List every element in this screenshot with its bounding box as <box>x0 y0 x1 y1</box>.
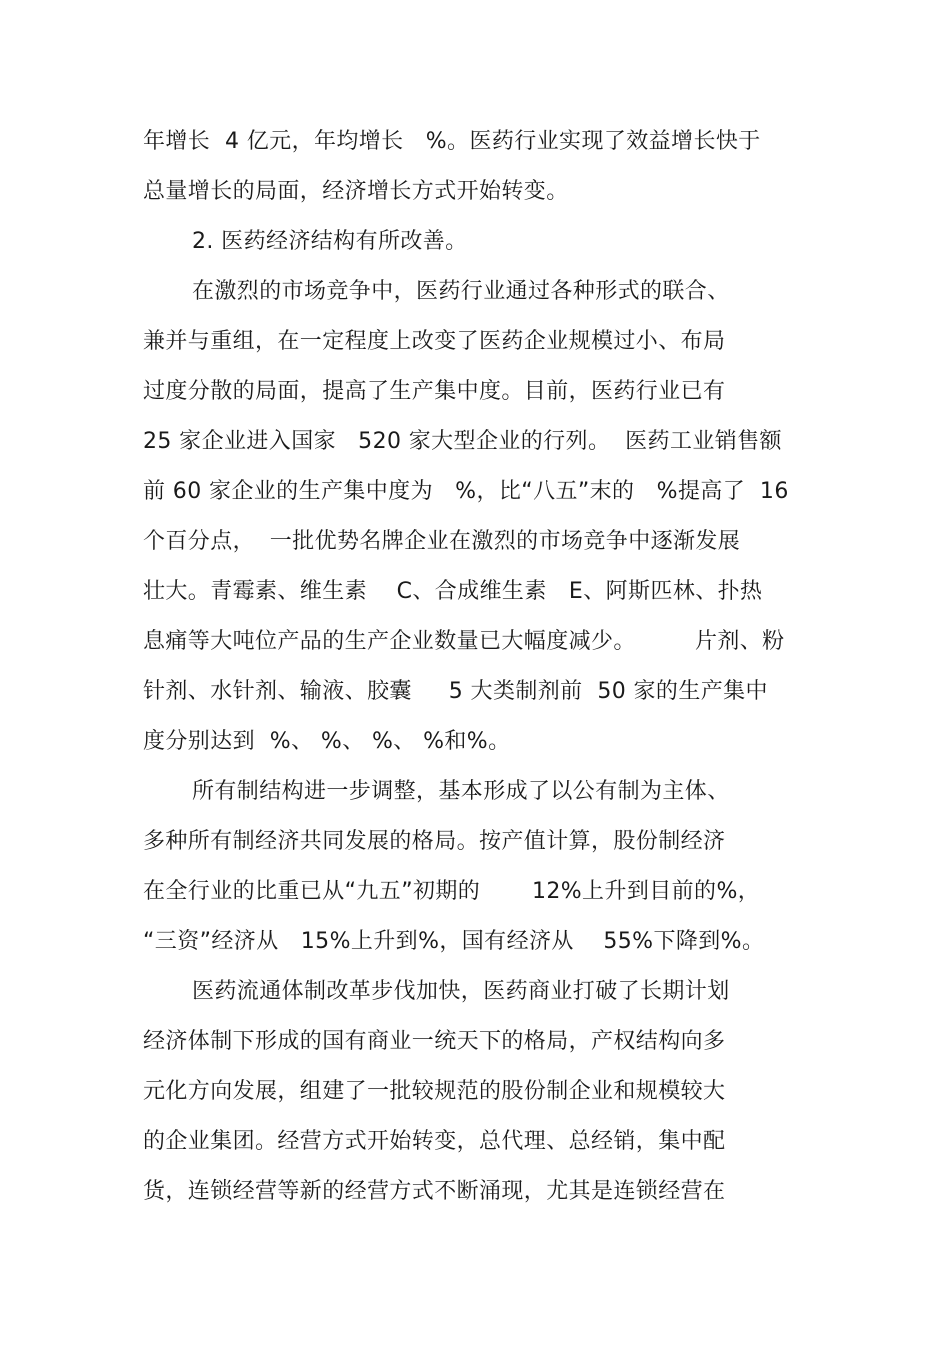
text-line-2: 总量增长的局面，经济增长方式开始转变。 <box>143 179 569 204</box>
text-line-19: 经济体制下形成的国有商业一统天下的格局，产权结构向多 <box>143 1029 726 1054</box>
text-line-15: 多种所有制经济共同发展的格局。按产值计算，股份制经济 <box>143 829 726 854</box>
text-line-22: 货，连锁经营等新的经营方式不断涌现，尤其是连锁经营在 <box>143 1179 726 1204</box>
text-line-18: 医药流通体制改革步伐加快，医药商业打破了长期计划 <box>192 979 730 1004</box>
text-line-14: 所有制结构进一步调整，基本形成了以公有制为主体、 <box>192 779 730 804</box>
text-line-11: 息痛等大吨位产品的生产企业数量已大幅度减少。 片剂、粉 <box>143 629 785 654</box>
text-line-16: 在全行业的比重已从“九五”初期的 12%上升到目前的%， <box>143 879 761 904</box>
text-line-17: “三资”经济从 15%上升到%，国有经济从 55%下降到%。 <box>143 929 765 954</box>
text-line-5: 兼并与重组，在一定程度上改变了医药企业规模过小、布局 <box>143 329 726 354</box>
text-line-8: 前 60 家企业的生产集中度为 %，比“八五”末的 %提高了 16 <box>143 479 789 504</box>
text-line-13: 度分别达到 %、 %、 %、 %和%。 <box>143 729 511 754</box>
text-line-20: 元化方向发展，组建了一批较规范的股份制企业和规模较大 <box>143 1079 726 1104</box>
text-line-7: 25 家企业进入国家 520 家大型企业的行列。 医药工业销售额 <box>143 429 782 454</box>
text-line-12: 针剂、水针剂、输液、胶囊 5 大类制剂前 50 家的生产集中 <box>143 679 768 704</box>
text-line-21: 的企业集团。经营方式开始转变，总代理、总经销，集中配 <box>143 1129 726 1154</box>
text-line-10: 壮大。青霉素、维生素 C、合成维生素 E、阿斯匹林、扑热 <box>143 579 763 604</box>
text-line-1: 年增长 4 亿元，年均增长 %。医药行业实现了效益增长快于 <box>143 129 761 154</box>
text-line-6: 过度分散的局面，提高了生产集中度。目前，医药行业已有 <box>143 379 726 404</box>
section-heading: 2. 医药经济结构有所改善。 <box>192 229 468 254</box>
text-line-4: 在激烈的市场竞争中，医药行业通过各种形式的联合、 <box>192 279 730 304</box>
text-line-9: 个百分点， 一批优势名牌企业在激烈的市场竞争中逐渐发展 <box>143 529 741 554</box>
